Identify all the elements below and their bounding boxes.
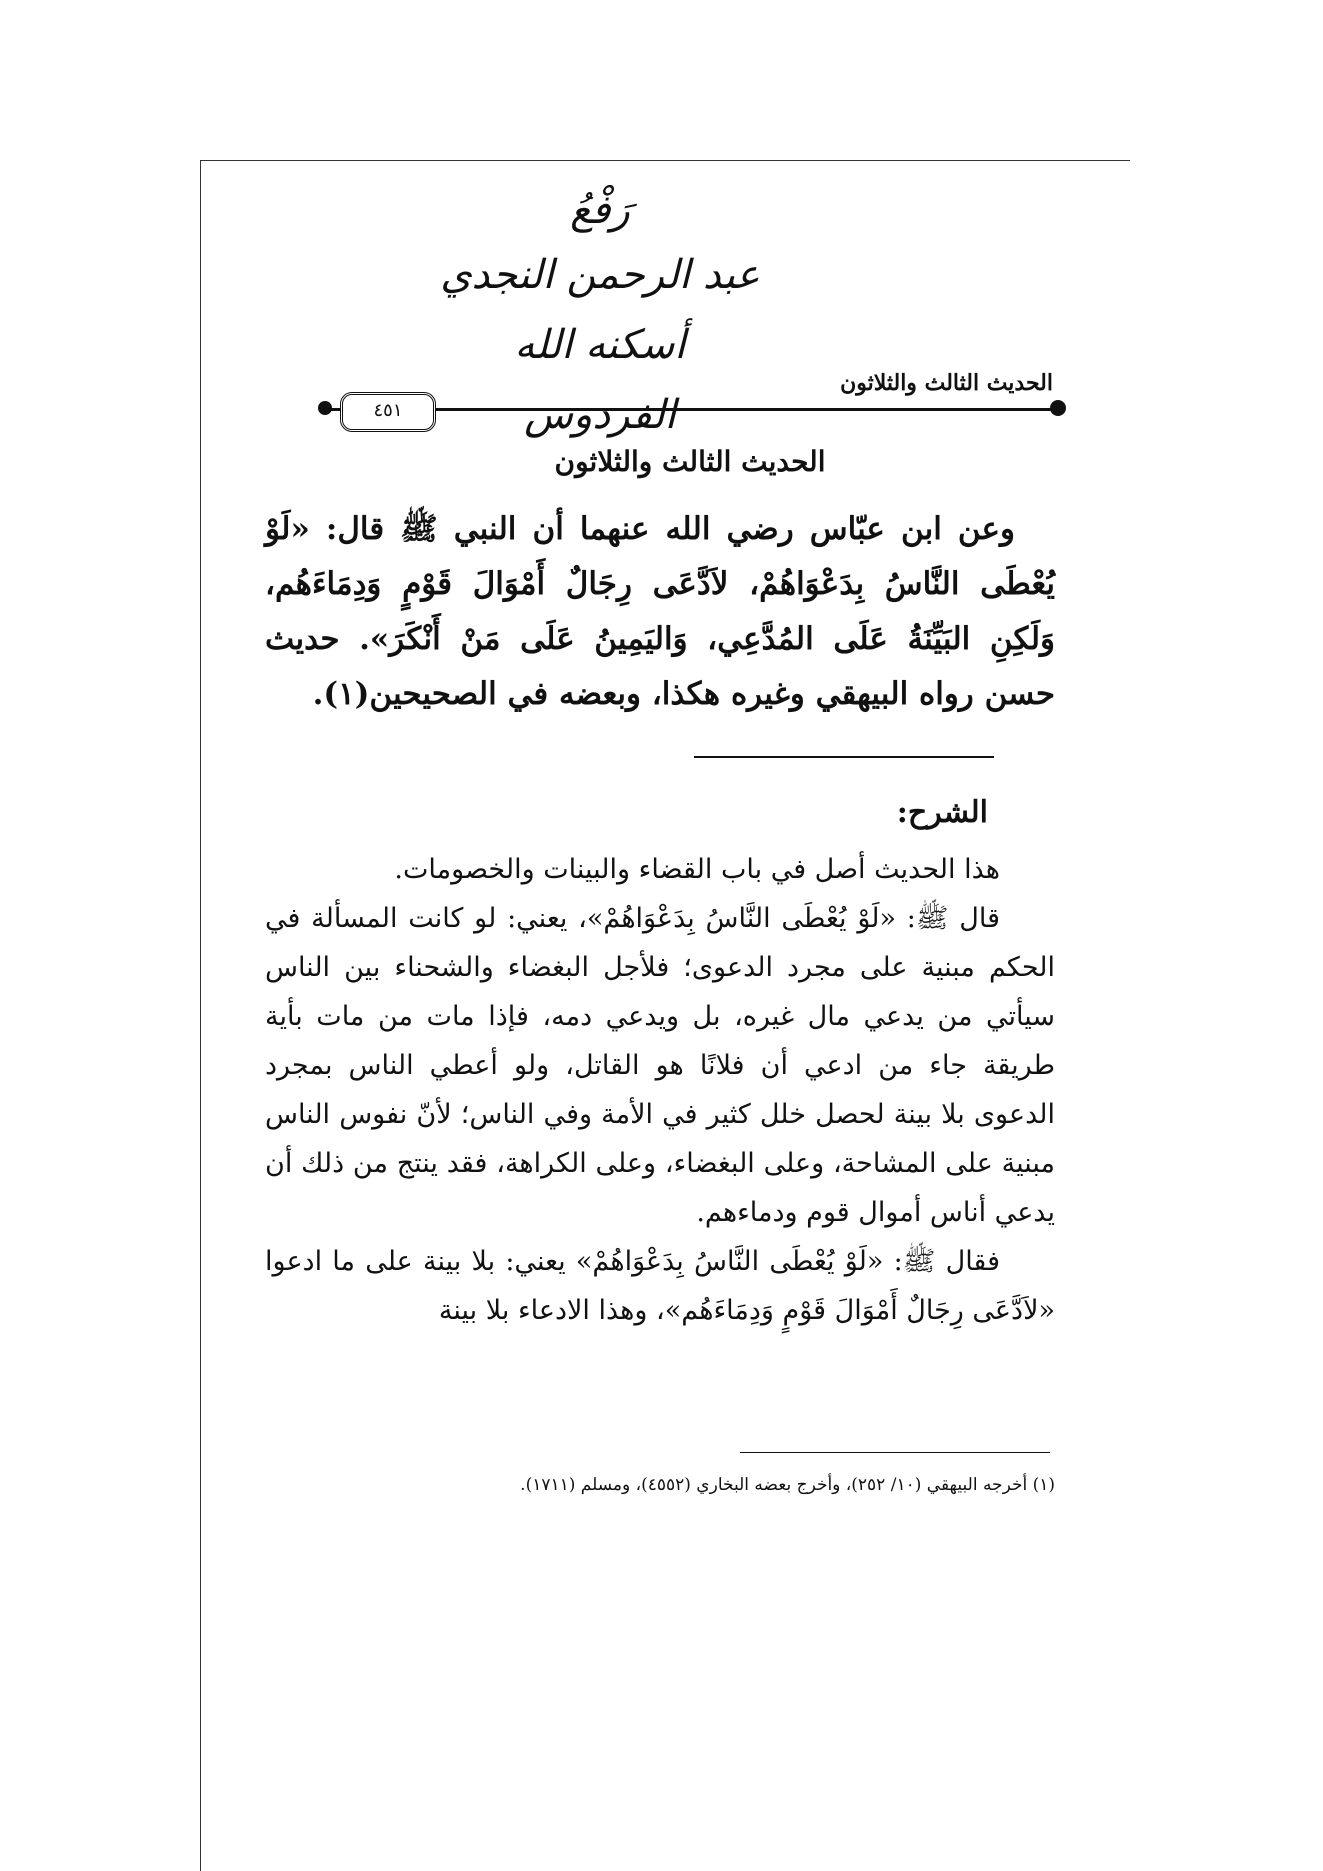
- hadith-text-block: [265, 502, 1055, 722]
- sharh-body: [265, 845, 1055, 1335]
- footnote: (١) أخرجه البيهقي (١٠/ ٢٥٢)، وأخرج بعضه البخاري (٤٥٥٢)، ومسلم (١٧١١).: [520, 1475, 1055, 1495]
- section-divider: [694, 756, 994, 758]
- sharh-paragraph: هذا الحديث أصل في باب القضاء والبينات والخصومات.: [394, 854, 1000, 885]
- page-number: ٤٥١: [340, 392, 436, 432]
- sharh-paragraph: قال ﷺ: «لَوْ يُعْطَى النَّاسُ بِدَعْوَاهُمْ»، يعني: لو كانت المسألة في الحكم مبنية على مجرد الدعوى؛ فلأجل البغضاء والشحناء بين الناس سيأتي من يدعي مال غيره، بل ويدعي دمه، فإذا مات من مات بأية طريقة جاء من ادعي أن فلانًا هو القاتل، ولو أعطي الناس بمجرد الدعوى بلا بينة لحصل خلل كثير في الأمة وفي الناس؛ لأنّ نفوس الناس مبنية على المشاحة، وعلى البغضاء، وعلى الكراهة، فقد ينتج من ذلك أن يدعي أناس أموال قوم ودماءهم.: [265, 903, 1055, 1228]
- page-frame-left: [200, 160, 201, 1871]
- stamp-line-3: أسكنه الله الفردوس: [514, 322, 686, 438]
- hadith-text: وعن ابن عبّاس رضي الله عنهما أن النبي ﷺ قال: «لَوْ يُعْطَى النَّاسُ بِدَعْوَاهُمْ، لاَدَّعَى رِجَالٌ أَمْوَالَ قَوْمٍ وَدِمَاءَهُم، وَلَكِنِ البَيِّنَةُ عَلَى المُدَّعِي، وَاليَمِينُ عَلَى مَنْ أَنْكَرَ». حديث حسن رواه البيهقي وغيره هكذا، وبعضه في الصحيحين(١).: [265, 511, 1055, 712]
- header-rule-end-dot: [1050, 400, 1066, 416]
- page-frame-top: [200, 160, 1130, 161]
- stamp-line-1: رَفْعُ: [570, 187, 630, 233]
- sharh-paragraph: فقال ﷺ: «لَوْ يُعْطَى النَّاسُ بِدَعْوَاهُمْ» يعني: بلا بينة على ما ادعوا «لاَدَّعَى رِجَالٌ أَمْوَالَ قَوْمٍ وَدِمَاءَهُم»، وهذا الادعاء بلا بينة: [265, 1246, 1055, 1326]
- running-header-title: الحديث الثالث والثلاثون: [840, 370, 1053, 396]
- sharh-heading: الشرح:: [896, 795, 988, 830]
- hadith-title: الحديث الثالث والثلاثون: [554, 445, 826, 478]
- calligraphy-stamp: [440, 180, 760, 438]
- header-rule-start-dot: [318, 401, 332, 415]
- stamp-line-2: عبد الرحمن النجدي: [440, 252, 760, 298]
- footnote-rule: [740, 1452, 1050, 1453]
